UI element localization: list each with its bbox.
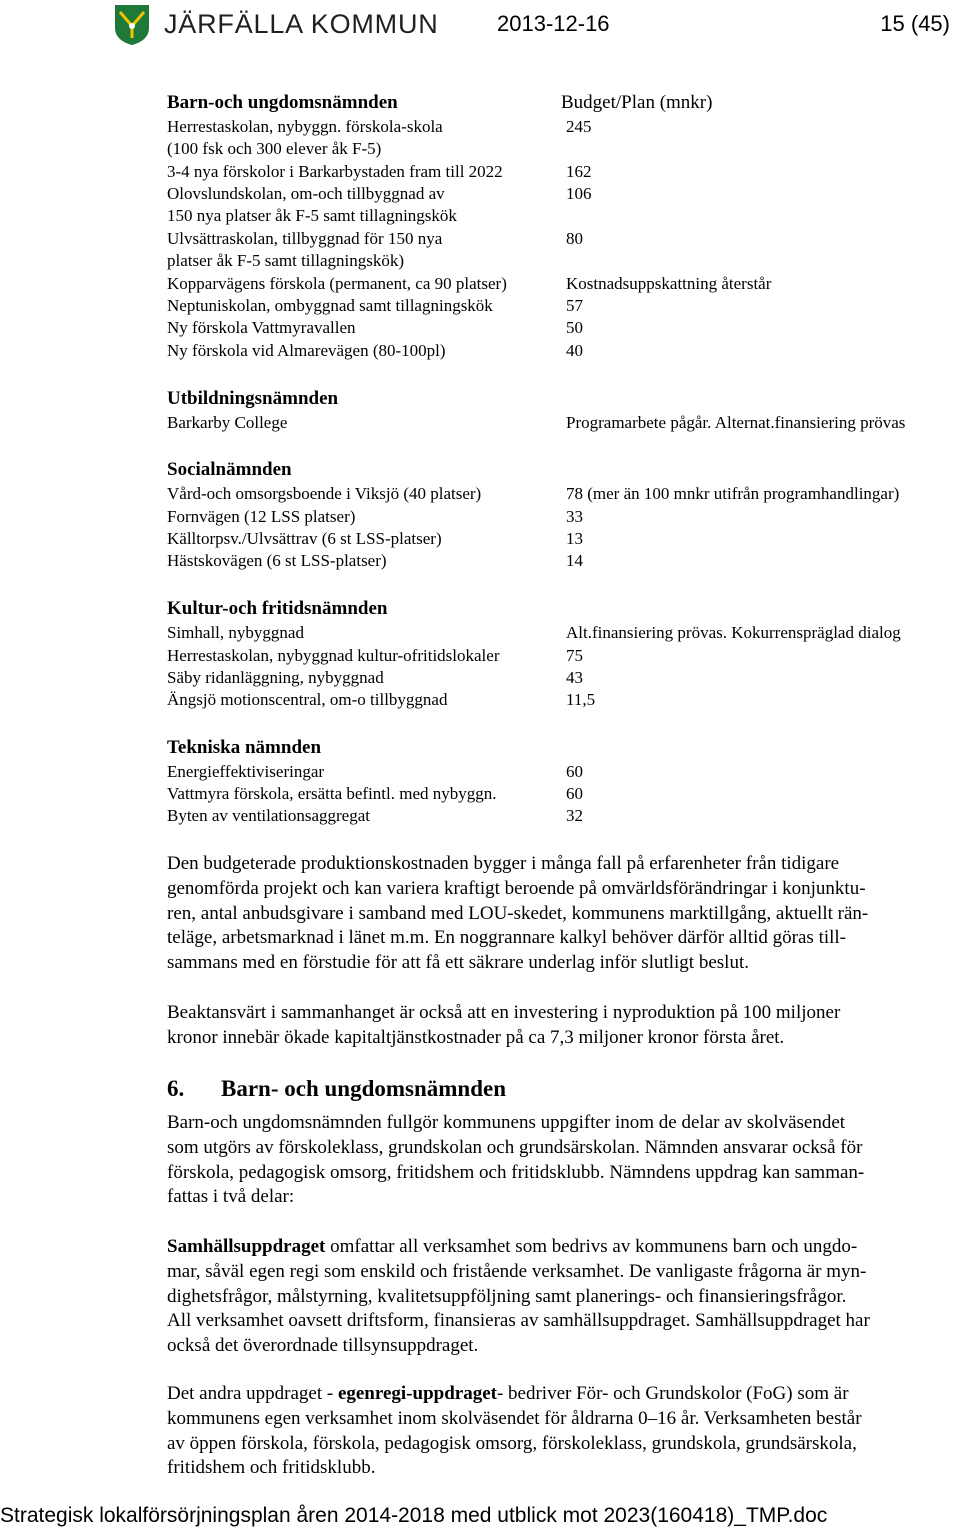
section-number: 6. [167,1076,185,1101]
section-title: Tekniska nämnden [167,737,322,758]
section-title: Utbildningsnämnden [167,388,339,409]
section-title: Socialnämnden [167,459,292,480]
column-header: Budget/Plan (mnkr) [561,92,713,113]
section-title: Barn-och ungdomsnämnden [167,92,398,113]
section-6-heading [167,1076,506,1102]
section-title: Barn- och ungdomsnämnden [221,1076,507,1101]
paragraph-cost-basis: Den budgeterade produktionskostnaden bygger i många fall på erfarenheter från tidigare genomförda projekt och kan variera kraftigt beroende på omvärldsförändringar i konjunktu- ren, antal anbudsgivare i samband med LOU-skedet, kommunens marktillgång, aktuellt rän- teläge, arbetsmarknad i länet m.m. En noggrannare kalkyl behöver därför alltid göras till- sammans med en förstudie för att få ett säkrare underlag inför slutligt beslut. [167,853,869,974]
paragraph-bun-intro: Barn-och ungdomsnämnden fullgör kommunens uppgifter inom de delar av skolväsendet som utgörs av förskoleklass, grundskolan och grundsärskolan. Nämnden ansvarar också för förskola, pedagogisk omsorg, fritidshem och fritidsklubb. Nämndens uppdrag kan samman- fattas i två delar: [167,1112,865,1208]
section-title: Kultur-och fritidsnämnden [167,598,388,619]
document-footer: Strategisk lokalförsörjningsplan åren 2014-2018 med utblick mot 2023(160418)_TMP.doc [0,1504,828,1527]
coat-of-arms-icon [114,4,150,46]
kommun-logo [114,4,150,46]
page-number: 15 (45) [880,11,950,36]
paragraph-capital-costs: Beaktansvärt i sammanhanget är också att en investering i nyproduktion på 100 miljoner kronor innebär ökade kapitaltjänstkostnader på ca 7,3 miljoner kronor första året. [167,1002,841,1048]
header-date: 2013-12-16 [497,11,610,36]
paragraph-samhallsuppdraget: Samhällsuppdraget omfattar all verksamhet som bedrivs av kommunens barn och ungdo- mar, såväl egen regi som enskild och fristående verksamhet. De vanligaste frågorna är myn- dighetsfrågor, målstyrning, kvalitetsuppföljning samt planerings- och finansieringsfrågor. All verksamhet oavsett driftsform, finansieras av samhällsuppdraget. Samhällsuppdraget har också det överordnade tillsynsuppdraget. [167,1236,870,1357]
kommun-name: JÄRFÄLLA KOMMUN [164,9,439,39]
paragraph-egenregi: Det andra uppdraget - egenregi-uppdraget- bedriver För- och Grundskolor (FoG) som är kommunens egen verksamhet inom skolväsendet för åldrarna 0–16 år. Verksamheten består av öppen förskola, förskola, pedagogisk omsorg, förskoleklass, grundskola, grundsärskola, fritidshem och fritidsklubb. [167,1383,862,1479]
